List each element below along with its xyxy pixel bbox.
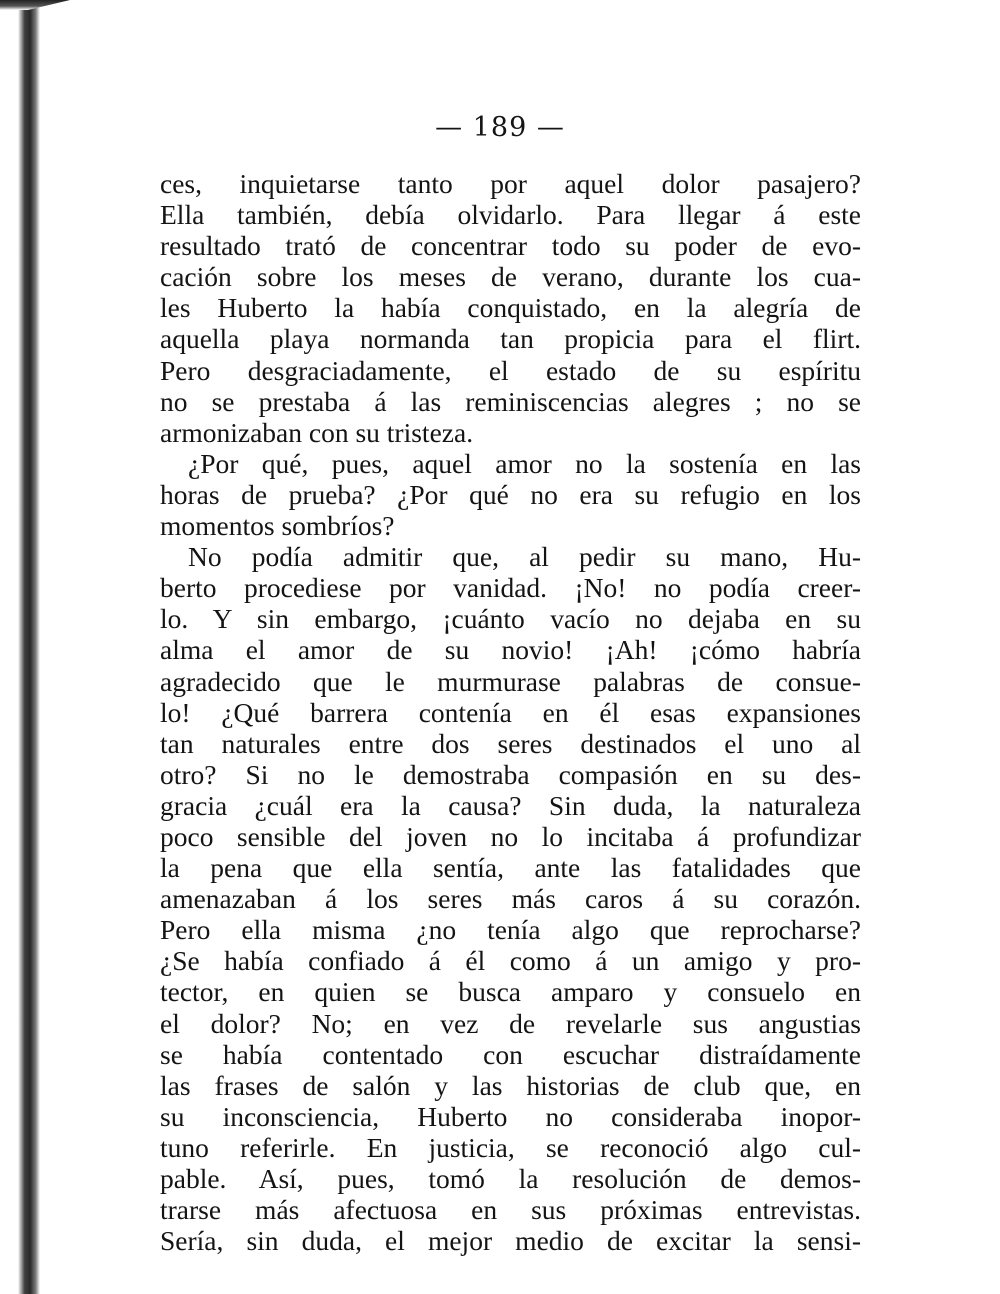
text-line: ces, inquietarse tanto por aquel dolor pasajero? xyxy=(160,168,861,199)
text-line: poco sensible del joven no lo incitaba á profundizar xyxy=(160,820,861,852)
text-line: agradecido que le murmurase palabras de consue- xyxy=(160,665,861,697)
text-line: la pena que ella sentía, ante las fatalidades que xyxy=(160,852,861,884)
text-line: ¿Por qué, pues, aquel amor no la sostenía en las xyxy=(188,447,861,479)
text-line: berto procediese por vanidad. ¡No! no podía creer- xyxy=(160,572,861,604)
text-line: otro? Si no le demostraba compasión en su des- xyxy=(160,758,861,790)
text-line: lo. Y sin embargo, ¡cuánto vacío no dejaba en su xyxy=(160,603,861,635)
text-line: tan naturales entre dos seres destinados el uno al xyxy=(160,727,861,759)
text-line: aquella playa normanda tan propicia para el flirt. xyxy=(160,323,861,355)
scan-binding-edge xyxy=(18,0,40,1294)
body-text xyxy=(160,168,861,1256)
text-line: cación sobre los meses de verano, durante los cua- xyxy=(160,261,861,293)
text-line: les Huberto la había conquistado, en la alegría de xyxy=(160,292,861,324)
text-line: momentos sombríos? xyxy=(160,510,395,542)
text-line: horas de prueba? ¿Por qué no era su refugio en los xyxy=(160,478,861,510)
text-line: Pero ella misma ¿no tenía algo que reprocharse? xyxy=(160,914,861,946)
text-line: No podía admitir que, al pedir su mano, Hu- xyxy=(188,541,861,573)
text-line: tector, en quien se busca amparo y consuelo en xyxy=(160,976,861,1008)
text-line: trarse más afectuosa en sus próximas entrevistas. xyxy=(160,1194,861,1226)
text-line: Pero desgraciadamente, el estado de su espíritu xyxy=(160,354,861,386)
text-line: armonizaban con su tristeza. xyxy=(160,416,474,448)
text-line: no se prestaba á las reminiscencias alegres ; no se xyxy=(160,385,861,417)
text-line: resultado trató de concentrar todo su poder de evo- xyxy=(160,230,861,262)
text-line: su inconsciencia, Huberto no consideraba inopor- xyxy=(160,1100,861,1132)
text-line: pable. Así, pues, tomó la resolución de demos- xyxy=(160,1163,861,1194)
text-line: alma el amor de su novio! ¡Ah! ¡cómo habría xyxy=(160,634,861,666)
text-line: tuno referirle. En justicia, se reconoció algo cul- xyxy=(160,1131,861,1163)
text-line: las frases de salón y las historias de club que, en xyxy=(160,1069,861,1101)
text-line: lo! ¿Qué barrera contenía en él esas expansiones xyxy=(160,696,861,728)
page-number: — 189 — xyxy=(435,112,565,143)
text-line: Ella también, debía olvidarlo. Para llegar á este xyxy=(160,199,861,231)
text-line: Sería, sin duda, el mejor medio de excitar la sensi- xyxy=(160,1225,861,1257)
text-line: el dolor? No; en vez de revelarle sus angustias xyxy=(160,1007,861,1039)
text-line: ¿Se había confiado á él como á un amigo y pro- xyxy=(160,945,861,977)
text-line: amenazaban á los seres más caros á su corazón. xyxy=(160,883,861,915)
text-line: gracia ¿cuál era la causa? Sin duda, la naturaleza xyxy=(160,789,861,821)
text-line: se había contentado con escuchar distraídamente xyxy=(160,1038,861,1070)
